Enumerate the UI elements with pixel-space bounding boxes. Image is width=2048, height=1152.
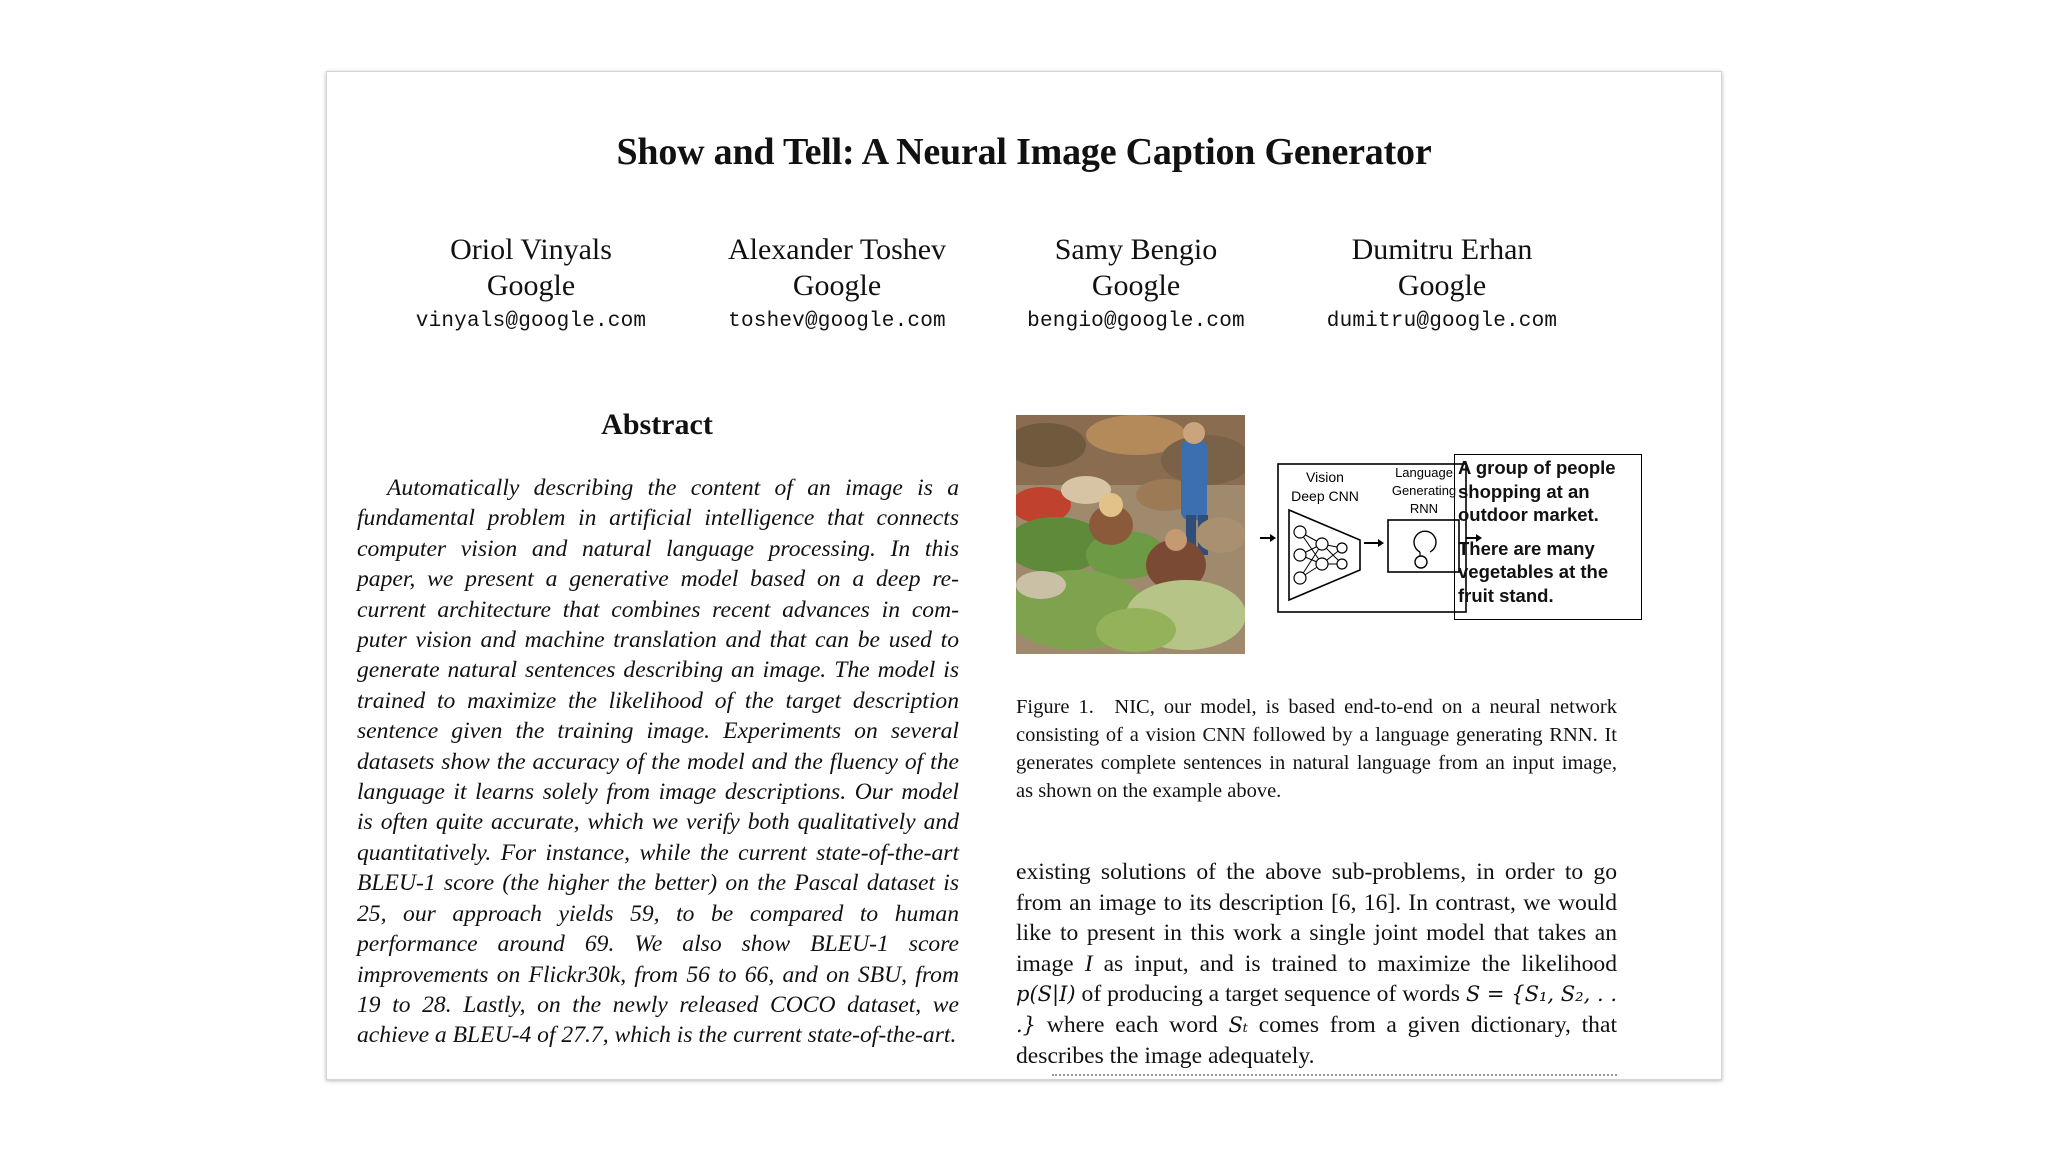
author-email: toshev@google.com bbox=[728, 310, 946, 333]
author-email: dumitru@google.com bbox=[1326, 310, 1558, 333]
author-block bbox=[986, 232, 1286, 333]
output-line: outdoor market. bbox=[1458, 504, 1599, 525]
author-name: Alexander Toshev bbox=[727, 233, 947, 266]
author-affiliation: Google bbox=[792, 269, 882, 302]
math-likelihood: p(S|I) bbox=[1016, 982, 1076, 1007]
author-name: Samy Bengio bbox=[1054, 233, 1218, 266]
output-line: vegetables at the bbox=[1458, 561, 1609, 582]
body-text: as input, and is trained to maximize the likelihood bbox=[1092, 950, 1618, 977]
body-text: existing solutions of the above sub-problems, in order to go from an image to its description [6, 16]. In contrast, we would like to present in this work a single joint model that takes an image bbox=[1016, 859, 1617, 977]
body-text: comes from a given dictionary, that describes the image adequately. bbox=[1016, 1011, 1617, 1069]
output-line: shopping at an bbox=[1458, 480, 1590, 502]
author-block bbox=[687, 232, 987, 333]
author-email: bengio@google.com bbox=[1027, 310, 1245, 333]
abstract-paragraph: Automatically describing the content of an image is a fundamental problem in artificial intelligence that connects computer vision and natural language processing. In this paper, we present a generative model based on a deep recurrent architecture that combines recent advances in computer vision and machine translation and that can be used to generate natural sentences describing an image. The model is trained to maximize the likelihood of the target description sentence given the training image. Experiments on several datasets show the accuracy of the model and the fluency of the language it learns solely from image descriptions. Our model is often quite accurate, which we verify both qualitatively and quantitatively. For instance, while the current state-of-the-art BLEU-1 score (the higher the better) on the Pascal dataset is 25, our approach yields 59, to be compared to human performance around 69. We also show BLEU-1 score improvements on Flickr30k, from 56 to 66, and on SBU, from 19 to 28. Lastly, on the newly released COCO dataset, we achieve a BLEU-4 of 27.7, which is the current state-of-the-art. bbox=[357, 475, 959, 1049]
abstract-text bbox=[357, 473, 959, 1051]
paper-page bbox=[326, 71, 1722, 1080]
math-variable: I bbox=[1084, 950, 1093, 977]
author-block bbox=[381, 232, 681, 333]
language-label: Language bbox=[1395, 465, 1453, 480]
arrow-icon bbox=[1270, 534, 1276, 542]
market-photo-image bbox=[1016, 415, 1245, 654]
output-line: There are many bbox=[1458, 537, 1595, 559]
author-affiliation: Google bbox=[1091, 269, 1181, 302]
rnn-cell-icon bbox=[1388, 520, 1459, 572]
author-name: Dumitru Erhan bbox=[1351, 233, 1533, 266]
generating-label: Generating bbox=[1391, 483, 1457, 498]
body-text: where each word bbox=[1036, 1011, 1229, 1038]
figure-caption: Figure 1. NIC, our model, is based end-to-end on a neural network consisting of a vision CNN followed by a language generating RNN. It generates complete sentences in natural language from an input image, as shown on the example above. bbox=[1016, 696, 1617, 802]
math-sequence: S = {S₁, S₂, . . .} bbox=[1016, 982, 1617, 1037]
body-text: of producing a target sequence of words bbox=[1075, 981, 1466, 1008]
output-line: A group of people bbox=[1458, 457, 1616, 478]
author-name: Oriol Vinyals bbox=[450, 233, 612, 266]
market-photo bbox=[1016, 415, 1245, 654]
cropped-text-line bbox=[1052, 1074, 1617, 1080]
author-block bbox=[1292, 232, 1592, 333]
math-word: Sₜ bbox=[1228, 1012, 1249, 1037]
author-affiliation: Google bbox=[1397, 269, 1487, 302]
author-affiliation: Google bbox=[486, 269, 576, 302]
body-paragraph bbox=[1016, 857, 1617, 1071]
output-line: fruit stand. bbox=[1458, 584, 1554, 606]
cnn-label: Deep CNN bbox=[1291, 488, 1359, 504]
abstract-heading: Abstract bbox=[601, 408, 713, 441]
caption-output-box bbox=[1454, 454, 1642, 620]
author-email: vinyals@google.com bbox=[415, 310, 647, 333]
vision-label: Vision bbox=[1306, 469, 1344, 485]
rnn-label: RNN bbox=[1409, 501, 1439, 516]
paper-title: Show and Tell: A Neural Image Caption Generator bbox=[616, 131, 1432, 173]
